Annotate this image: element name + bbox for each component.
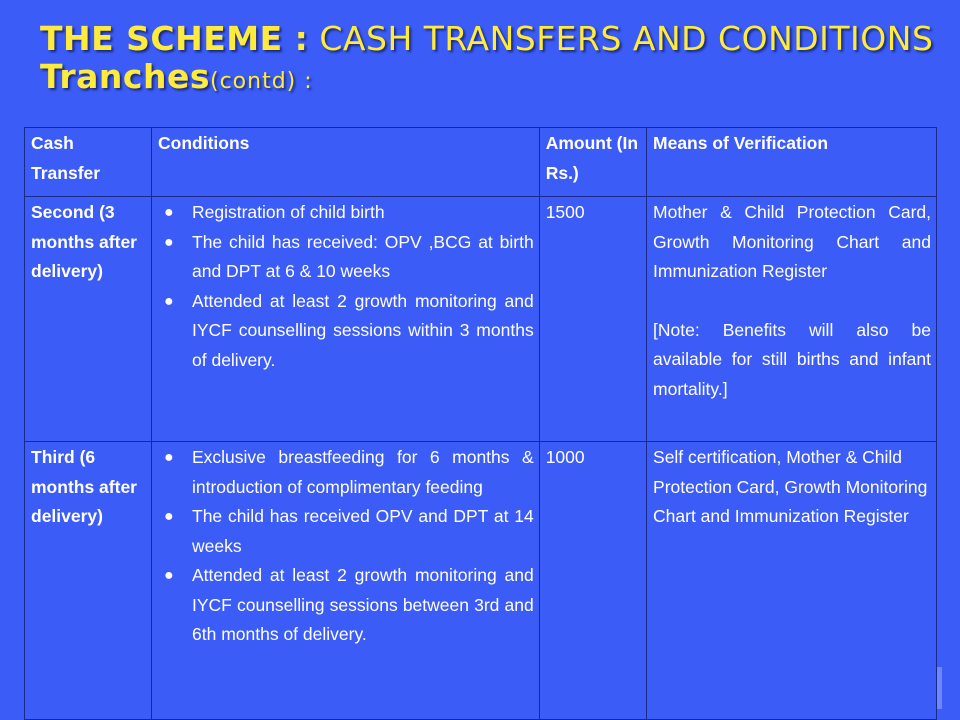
slide-title-line2: [40, 58, 940, 101]
conditions-list: [158, 443, 534, 650]
cell-amount: 1500: [539, 197, 646, 442]
title-heading: THE SCHEME :: [40, 19, 309, 58]
list-item: [158, 228, 534, 287]
condition-text: Registration of child birth: [192, 202, 385, 222]
cell-conditions: [152, 442, 540, 720]
conditions-list: [158, 198, 534, 375]
cell-amount: 1000: [539, 442, 646, 720]
list-item: [158, 198, 534, 228]
bullet-icon: ●: [164, 508, 174, 525]
cell-verification: [647, 442, 937, 720]
condition-text: The child has received: OPV ,BCG at birth and DPT at 6 & 10 weeks: [192, 231, 534, 281]
bullet-icon: ●: [164, 449, 174, 466]
slide-title: [40, 20, 940, 101]
table-header-row: [25, 128, 937, 197]
bullet-icon: ●: [164, 204, 174, 221]
header-verification: Means of Verification: [647, 128, 937, 197]
cell-cash-transfer: Third (6 months after delivery): [25, 442, 152, 720]
table-row: [25, 197, 937, 442]
bullet-icon: ●: [164, 292, 174, 310]
condition-text: Exclusive breastfeeding for 6 months & introduction of complimentary feeding: [192, 447, 534, 497]
slide-title-line1: [40, 20, 940, 58]
title-subject: CASH TRANSFERS AND CONDITIONS: [319, 19, 934, 58]
bullet-icon: ●: [164, 233, 174, 251]
condition-text: Attended at least 2 growth monitoring and IYCF counselling sessions between 3rd and 6th months of delivery.: [192, 565, 534, 644]
cell-conditions: [152, 197, 540, 442]
list-item: [158, 287, 534, 376]
title-contd: (contd) :: [210, 69, 313, 94]
title-tranches: Tranches: [40, 57, 210, 96]
condition-text: Attended at least 2 growth monitoring and IYCF counselling sessions within 3 months of delivery.: [192, 290, 534, 370]
verification-text: Mother & Child Protection Card, Growth Monitoring Chart and Immunization Register: [653, 202, 931, 281]
list-item: [158, 502, 534, 561]
verification-text: Self certification, Mother & Child Protection Card, Growth Monitoring Chart and Immunization Register: [653, 447, 928, 526]
cell-cash-transfer: Second (3 months after delivery): [25, 197, 152, 442]
list-item: [158, 443, 534, 502]
verification-note: [Note: Benefits will also be available for still births and infant mortality.]: [653, 319, 931, 399]
table-row: [25, 442, 937, 720]
condition-text: The child has received OPV and DPT at 14 weeks: [192, 506, 534, 556]
header-conditions: Conditions: [152, 128, 540, 197]
bullet-icon: ●: [164, 567, 174, 584]
scheme-table: [24, 127, 937, 720]
header-cash-transfer: Cash Transfer: [25, 128, 152, 197]
header-amount: Amount (In Rs.): [539, 128, 646, 197]
list-item: [158, 561, 534, 650]
cell-verification: [647, 197, 937, 442]
scrollbar[interactable]: [937, 667, 942, 709]
